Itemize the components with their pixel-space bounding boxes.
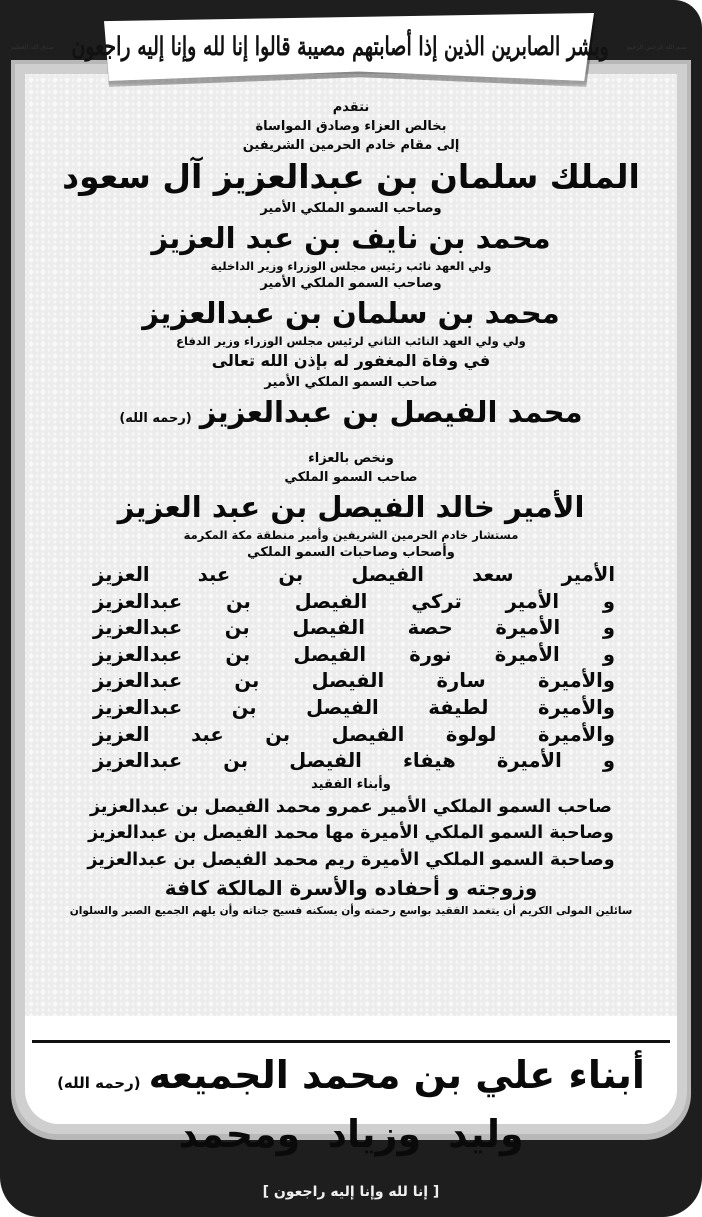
sibling-item: الأمير سعد الفيصل بن عبد العزيز <box>93 563 615 586</box>
deputy-crown-prince-title: ولي ولي العهد النائب الثاني لرئيس مجلس الوزراء وزير الدفاع <box>176 334 526 348</box>
intro-line-2: بخالص العزاء وصادق المواساة <box>255 119 447 134</box>
family-line: وزوجته و أحفاده والأسرة المالكة كافة <box>164 876 538 901</box>
crown-prince-title: ولي العهد نائب رئيس مجلس الوزراء وزير الداخلية <box>210 259 492 273</box>
sibling-item: والأميرة لطيفة الفيصل بن عبدالعزيز <box>93 695 615 719</box>
sibling-item: و الأميرة حصة الفيصل بن عبدالعزيز <box>93 616 615 640</box>
sibling-item: و الأمير تركي الفيصل بن عبدالعزيز <box>93 589 615 613</box>
sibling-item: و الأميرة هيفاء الفيصل بن عبدالعزيز <box>93 749 615 773</box>
announcement-body <box>30 98 672 919</box>
basmala-text: بسم الله الرحمن الرحيم <box>626 43 688 51</box>
special-title: مستشار خادم الحرمين الشريفين وأمير منطقة مكة المكرمة <box>183 528 519 542</box>
sibling-item: و الأميرة نورة الفيصل بن عبدالعزيز <box>93 642 615 666</box>
signatories <box>30 1048 672 1158</box>
deputy-crown-prince-name: محمد بن سلمان بن عبدالعزيز <box>142 296 560 330</box>
king-name: الملك سلمان بن عبدالعزيز آل سعود <box>62 157 640 196</box>
signature-rahimahu: (رحمه الله) <box>57 1074 141 1092</box>
sibling-item: والأميرة لولوة الفيصل بن عبد العزيز <box>93 722 615 746</box>
special-honorific: صاحب السمو الملكي <box>284 470 418 485</box>
deceased-name: محمد الفيصل بن عبدالعزيز <box>199 395 583 429</box>
child-item: وصاحبة السمو الملكي الأميرة ريم محمد الفيصل بن عبدالعزيز <box>87 849 615 870</box>
deceased-name-line <box>30 392 672 439</box>
prayer-line: سائلين المولى الكريم أن يتغمد الفقيد بواسع رحمته وأن يسكنه فسيح جناته وأن يلهم الجميع الصبر والسلوان <box>69 905 633 918</box>
child-item: صاحب السمو الملكي الأمير عمرو محمد الفيصل بن عبدالعزيز <box>90 796 612 817</box>
crown-prince-name: محمد بن نايف بن عبد العزيز <box>151 221 551 255</box>
quran-verse: وبشر الصابرين الذين إذا أصابتهم مصيبة قالوا إنا لله وإنا إليه راجعون <box>71 32 609 62</box>
deceased-honorific: صاحب السمو الملكي الأمير <box>264 375 438 390</box>
deputy-crown-prince-honorific: وصاحب السمو الملكي الأمير <box>260 276 442 291</box>
child-item: وصاحبة السمو الملكي الأميرة مها محمد الفيصل بن عبدالعزيز <box>88 823 614 844</box>
verse-banner-content <box>10 13 688 81</box>
divider-rule <box>32 1040 670 1043</box>
special-intro: ونخص بالعزاء <box>308 451 394 466</box>
signature-line-1 <box>30 1048 672 1110</box>
sibling-item: والأميرة سارة الفيصل بن عبدالعزيز <box>93 669 615 693</box>
intro-line-1: نتقدم <box>332 100 370 115</box>
intro-line-3: إلى مقام خادم الحرمين الشريفين <box>242 138 460 153</box>
deceased-rahimahu: (رحمه الله) <box>119 411 192 426</box>
footer-verse: [ إنا لله وإنا إليه راجعون ] <box>262 1184 440 1200</box>
children-intro: وأبناء الفقيد <box>311 776 391 792</box>
signature-line-2: وليد وزياد ومحمد <box>178 1112 524 1156</box>
special-name: الأمير خالد الفيصل بن عبد العزيز <box>117 490 585 524</box>
siblings-intro: وأصحاب وصاحبات السمو الملكي <box>247 545 455 560</box>
signature-family-name: أبناء علي بن محمد الجميعه <box>148 1053 645 1097</box>
crown-prince-honorific: وصاحب السمو الملكي الأمير <box>260 201 442 216</box>
sadaqa-text: صدق الله العظيم <box>10 43 54 51</box>
deceased-intro: في وفاة المغفور له بإذن الله تعالى <box>211 351 491 370</box>
